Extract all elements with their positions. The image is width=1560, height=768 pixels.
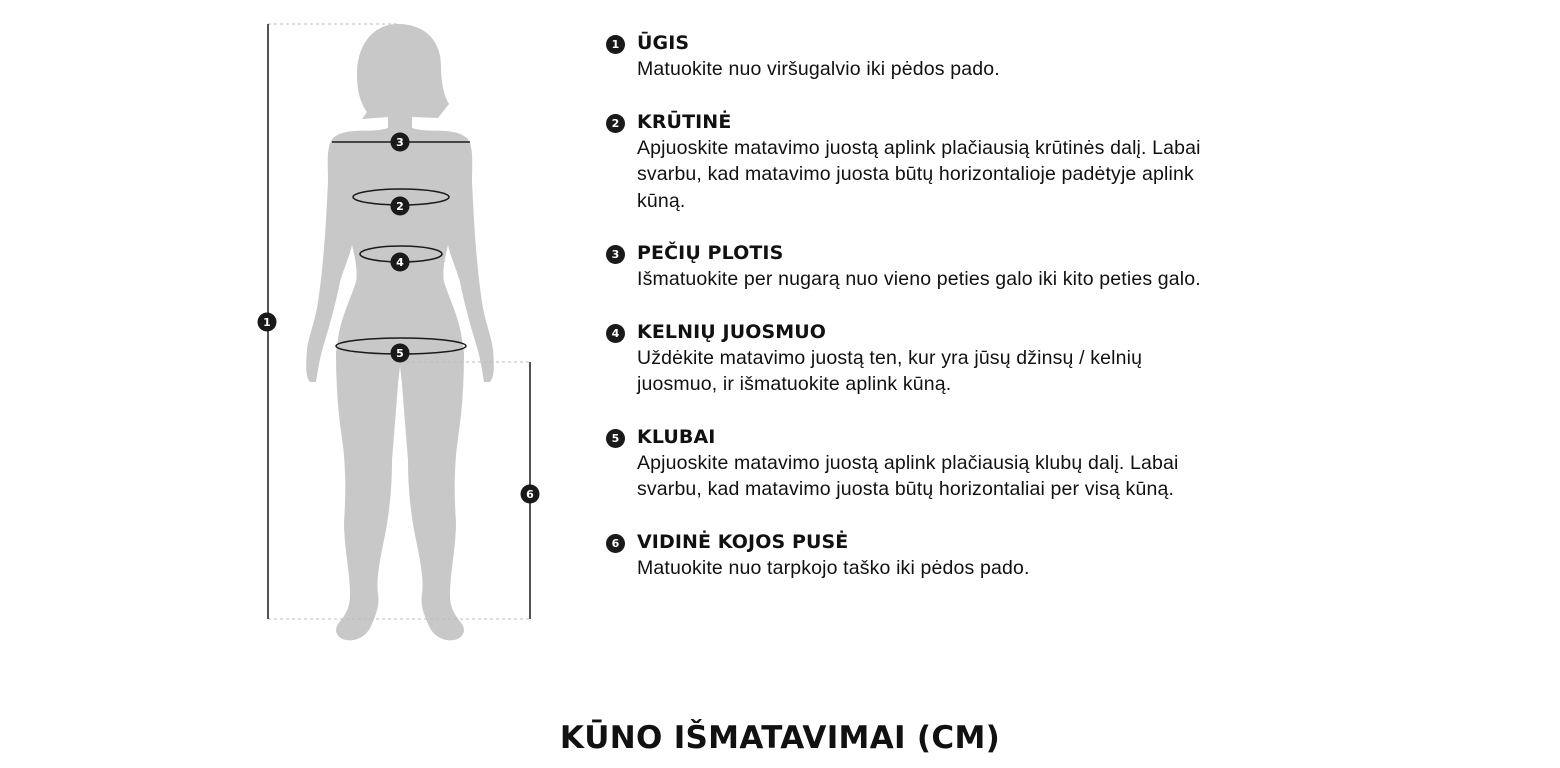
marker-chest <box>391 197 410 216</box>
number-badge: 2 <box>606 114 625 133</box>
marker-chest-label: 2 <box>396 200 404 213</box>
number-badge: 5 <box>606 429 625 448</box>
number-badge: 6 <box>606 534 625 553</box>
body-measurement-figure <box>0 0 600 680</box>
instruction-description: Uždėkite matavimo juostą ten, kur yra jūsų džinsų / kelnių juosmuo, ir išmatuokite aplink kūną. <box>637 346 1143 395</box>
instruction-title: ŪGIS <box>637 32 690 54</box>
instruction-chest <box>606 109 1226 215</box>
number-badge: 1 <box>606 35 625 54</box>
number-badge: 3 <box>606 245 625 264</box>
head <box>357 24 449 136</box>
marker-inseam-label: 6 <box>526 488 534 501</box>
marker-hips-label: 5 <box>396 347 404 360</box>
marker-waist <box>391 253 410 272</box>
marker-inseam <box>521 485 540 504</box>
marker-hips <box>391 344 410 363</box>
marker-shoulders <box>391 133 410 152</box>
instruction-title: VIDINĖ KOJOS PUSĖ <box>637 530 849 553</box>
instruction-hips <box>606 424 1226 503</box>
number-badge: 4 <box>606 324 625 343</box>
instruction-title: KLUBAI <box>637 425 716 448</box>
page-title: KŪNO IŠMATAVIMAI (CM) <box>559 720 1001 756</box>
instruction-shoulders <box>606 240 1226 293</box>
instruction-waist <box>606 319 1226 398</box>
measurement-instructions <box>606 30 1226 581</box>
instruction-inseam <box>606 529 1226 582</box>
instruction-description: Apjuoskite matavimo juostą aplink plačiausią klubų dalį. Labai svarbu, kad matavimo juosta būtų horizontaliai per visą kūną. <box>637 451 1179 500</box>
instruction-title: KELNIŲ JUOSMUO <box>637 320 827 343</box>
marker-waist-label: 4 <box>396 256 404 269</box>
instruction-description: Apjuoskite matavimo juostą aplink plačiausią krūtinės dalį. Labai svarbu, kad matavimo juosta būtų horizontalioje padėtyje aplink kūną. <box>637 136 1201 212</box>
instruction-description: Išmatuokite per nugarą nuo vieno peties galo iki kito peties galo. <box>637 268 1201 290</box>
marker-shoulders-label: 3 <box>396 136 404 149</box>
instruction-title: KRŪTINĖ <box>637 110 732 133</box>
right-leg <box>400 352 464 640</box>
marker-height <box>258 313 277 332</box>
marker-height-label: 1 <box>263 316 271 329</box>
instruction-description: Matuokite nuo viršugalvio iki pėdos pado. <box>637 58 1000 80</box>
instruction-height <box>606 30 1226 83</box>
body-silhouette <box>306 24 494 640</box>
left-leg <box>336 352 400 640</box>
instruction-title: PEČIŲ PLOTIS <box>637 242 784 264</box>
instruction-description: Matuokite nuo tarpkojo taško iki pėdos pado. <box>637 556 1030 579</box>
